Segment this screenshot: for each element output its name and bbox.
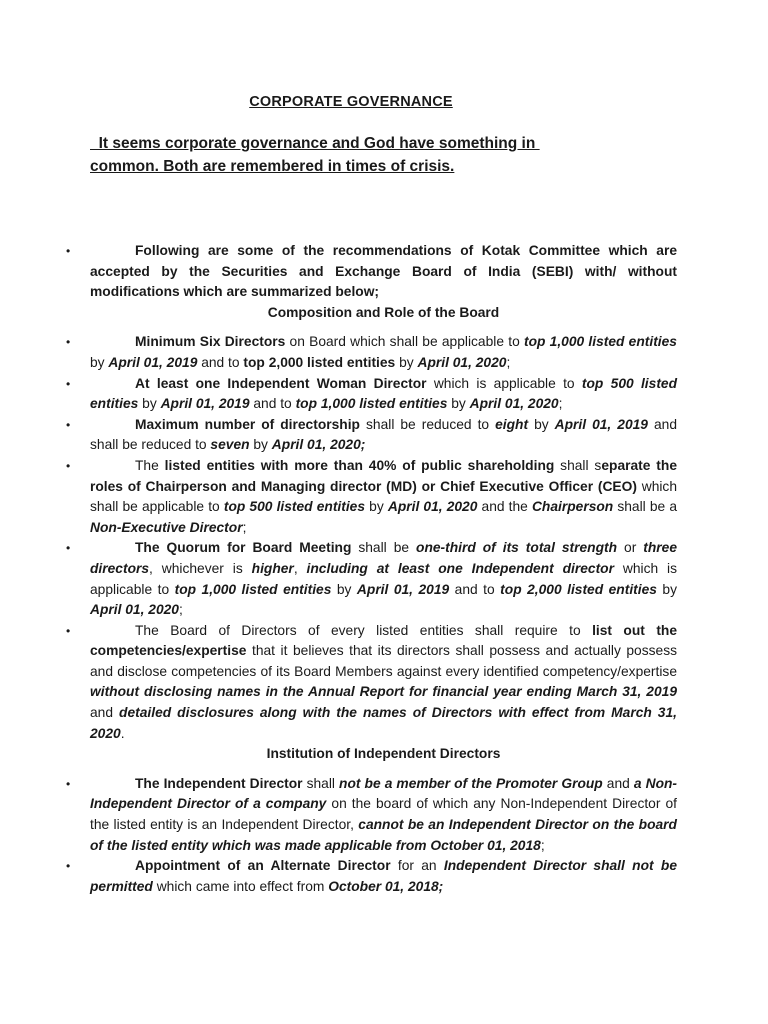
quote-line: It seems corporate governance and God have something in [90, 135, 540, 152]
body-text: by [447, 396, 470, 412]
emphasis-text: detailed disclosures along with the names of Directors with effect from March 31, 2020 [90, 705, 677, 741]
list-item-paragraph [90, 621, 677, 745]
body-text: The Board of Directors of every listed entities shall require to [135, 622, 593, 638]
intro-bullet-item [66, 241, 677, 303]
bullet-list-item [66, 774, 678, 856]
emphasis-text: three directors [90, 540, 677, 576]
emphasis-text: April 01, 2019 [554, 416, 648, 432]
emphasis-text: eparate the roles of Chairperson and Managing director (MD) or Chief Executive Officer (CEO) [90, 457, 677, 494]
body-text: which is applicable to [426, 375, 582, 391]
body-text: shall be a [613, 499, 677, 515]
bullet-icon: • [66, 541, 71, 556]
section2-list [66, 774, 678, 898]
bullet-icon: • [66, 859, 71, 874]
emphasis-text: April 01, 2020 [387, 499, 478, 515]
body-text: ; [540, 837, 545, 853]
body-text: and to [449, 581, 501, 597]
body-text: that it believes that its directors shall possess and actually possess and disclose competencies of its Board Members against every identified competency/expertise [90, 643, 677, 679]
body-text: and [602, 775, 634, 791]
bullet-icon: • [66, 335, 71, 350]
section1-list [66, 332, 678, 744]
body-text: for an [390, 858, 444, 874]
bullet-icon: • [66, 776, 71, 791]
list-item-paragraph [90, 332, 677, 373]
body-text: by [90, 354, 109, 370]
emphasis-text: The Quorum for Board Meeting [135, 540, 352, 556]
body-text: ; [178, 602, 183, 618]
list-item-paragraph [90, 415, 677, 456]
body-text: or [617, 540, 644, 556]
body-text: by [528, 416, 555, 432]
body-text: ; [242, 519, 247, 535]
bullet-icon: • [66, 244, 71, 258]
emphasis-text: top 500 listed entities [223, 499, 366, 515]
emphasis-text: April 01, 2019 [108, 354, 198, 370]
bullet-icon: • [66, 417, 71, 432]
list-item-paragraph [90, 856, 677, 897]
bullet-list-item [66, 456, 677, 538]
emphasis-text: October 01, 2018; [328, 878, 444, 894]
emphasis-text: Chairperson [531, 499, 614, 515]
emphasis-text: seven [210, 437, 250, 453]
list-item-paragraph [90, 374, 677, 415]
emphasis-text: April 01, 2020; [271, 437, 366, 453]
body-text: by [331, 581, 357, 597]
bullet-list-item [66, 332, 677, 373]
body-text: on Board which shall be applicable to [285, 334, 524, 350]
emphasis-text: top 1,000 listed entities [523, 334, 677, 350]
emphasis-text: April 01, 2019 [356, 581, 450, 597]
emphasis-text: At least one Independent Woman Director [135, 375, 427, 391]
emphasis-text: Independent Director shall not be permitted [90, 858, 677, 894]
body-text: on the board of which any Non-Independent Director of the listed entity is an Independent Director, [90, 796, 677, 833]
bullet-list-item [66, 538, 677, 620]
emphasis-text: one-third of its total strength [416, 540, 618, 556]
emphasis-text: top 1,000 listed entities [295, 396, 448, 412]
body-text: and to [249, 396, 296, 412]
list-item-paragraph [90, 456, 677, 538]
body-text: which shall be applicable to [90, 478, 677, 515]
emphasis-text: Maximum number of directorship [135, 416, 360, 432]
emphasis-text: April 01, 2020 [469, 396, 559, 412]
bullet-icon: • [66, 458, 71, 473]
emphasis-text: including at least one Independent director [306, 560, 614, 576]
emphasis-text: Following are some of the recommendations of Kotak Committee which are accepted by the Securities and Exchange Board of India (SEBI) with/ without modifications which are summarized below; [90, 243, 677, 300]
quote-line: common. Both are remembered in times of crisis. [90, 158, 455, 175]
body-text: ; [558, 396, 563, 412]
document-title: CORPORATE GOVERNANCE [249, 94, 453, 110]
bullet-list-item [66, 374, 678, 415]
list-item-paragraph [90, 774, 677, 856]
body-text: shall be [351, 540, 417, 556]
emphasis-text: eight [495, 416, 529, 432]
document-body [66, 241, 678, 897]
bullet-icon: • [66, 376, 71, 391]
emphasis-text: list out the competencies/expertise [90, 622, 678, 659]
emphasis-text: The Independent Director [135, 775, 303, 791]
emphasis-text: top 2,000 listed entities [500, 581, 657, 597]
body-text: . [120, 725, 125, 741]
emphasis-text: top 1,000 listed entities [174, 581, 332, 597]
body-text: shall [302, 775, 340, 791]
emphasis-text: top 2,000 listed entities [243, 354, 396, 370]
emphasis-text: Appointment of an Alternate Director [135, 858, 391, 874]
emphasis-text: without disclosing names in the Annual Report for financial year ending March 31, 2019 [90, 684, 677, 700]
body-text: which came into effect from [152, 878, 329, 894]
body-text: shall be reduced to [360, 416, 496, 432]
emphasis-text: April 01, 2019 [160, 396, 250, 412]
body-text: , [293, 560, 307, 576]
body-text: by [365, 499, 388, 515]
body-text: shall s [554, 457, 602, 473]
emphasis-text: higher [251, 560, 294, 576]
body-text: The [135, 457, 165, 473]
bullet-list-item [66, 415, 677, 456]
body-text: which is applicable to [90, 560, 677, 597]
body-text: , whichever is [149, 560, 252, 576]
epigraph-quote [90, 132, 650, 178]
emphasis-text: Non-Executive Director [90, 519, 243, 535]
emphasis-text: a Non-Independent Director of a company [90, 775, 678, 812]
body-text: by [395, 354, 418, 370]
intro-paragraph [90, 241, 677, 303]
bullet-list-item [66, 856, 677, 897]
emphasis-text: April 01, 2020 [417, 354, 507, 370]
emphasis-text: listed entities with more than 40% of public shareholding [164, 457, 555, 473]
body-text: and the [477, 499, 532, 515]
section-heading-composition: Composition and Role of the Board [267, 304, 500, 320]
body-text: by [138, 396, 161, 412]
emphasis-text: April 01, 2020 [90, 602, 179, 618]
body-text: ; [506, 354, 511, 370]
body-text: and to [197, 354, 244, 370]
body-text: and shall be reduced to [90, 416, 677, 453]
body-text: by [656, 581, 677, 597]
list-item-paragraph [90, 538, 677, 620]
body-text: and [90, 705, 120, 721]
bullet-list-item [66, 621, 678, 745]
bullet-icon: • [66, 623, 71, 638]
emphasis-text: Minimum Six Directors [135, 334, 286, 350]
emphasis-text: not be a member of the Promoter Group [339, 775, 603, 791]
emphasis-text: top 500 listed entities [90, 375, 678, 412]
section-heading-independent-directors: Institution of Independent Directors [266, 746, 501, 762]
body-text: by [249, 437, 272, 453]
emphasis-text: cannot be an Independent Director on the board of the listed entity which was made applicable from October 01, 2018 [90, 817, 677, 853]
